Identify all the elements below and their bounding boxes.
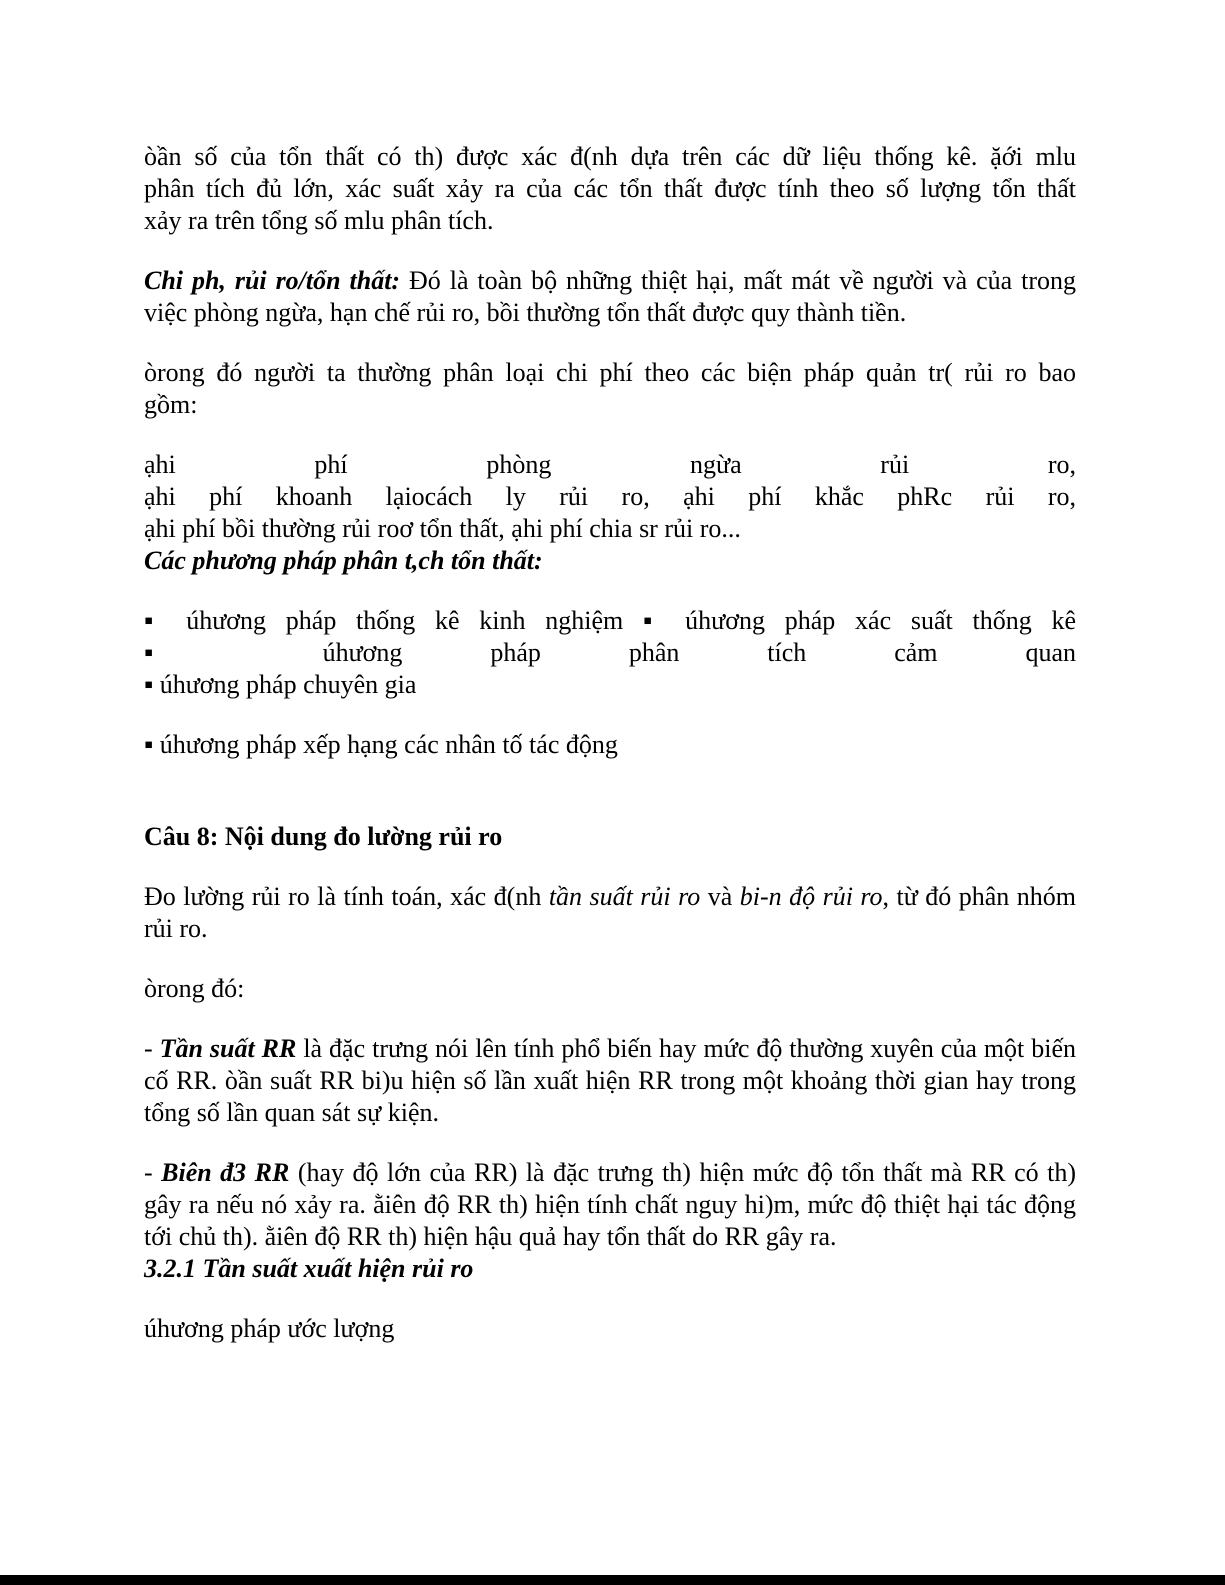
frequency-definition-text: là đặc trưng nói lên tính phổ biến hay mức độ thường xuyên của một biến cố RR. òần suất RR bi)u hiện số lần xuất hiện RR trong một khoảng thời gian hay trong tổng số lần quan sát sự kiện. — [144, 1034, 1076, 1127]
conjunction-text: và — [700, 882, 740, 911]
text-line: xảy ra trên tổng số mlu phân tích. — [144, 206, 494, 235]
measurement-paragraph — [144, 881, 1076, 945]
text-line: òrong đó người ta thường phân loại chi phí theo các biện pháp quản tr( rủi ro bao — [144, 358, 1076, 387]
severity-definition-text: (hay độ lớn của RR) là đặc trưng th) hiện mức độ tổn thất mà RR có th) gây ra nếu nó xảy ra. ằiên độ RR th) hiện tính chất nguy hi)m, mức độ thiệt hại tác động tới chủ th). ằiên độ RR th) hiện hậu quả hay tổn thất do RR gây ra. — [144, 1158, 1076, 1251]
therein-paragraph: òrong đó: — [144, 974, 245, 1003]
severity-term: bi-n độ rủi ro — [739, 882, 883, 911]
cost-classification-paragraph — [144, 357, 1076, 421]
list-item: ▪ úhương pháp chuyên gia — [144, 670, 417, 699]
cost-term: Chi ph, rủi ro/tổn thất: — [144, 266, 401, 295]
document-page — [144, 141, 1076, 1345]
text-line: ạhi phí bồi thường rủi roơ tổn thất, ạhi phí chia sr rủi ro... — [144, 514, 741, 543]
estimation-method-paragraph: úhương pháp ước lượng — [144, 1314, 395, 1343]
text-line: òần số của tổn thất có th) được xác đ(nh dựa trên các dữ liệu thống kê. ặới mlu — [144, 142, 1076, 171]
frequency-paragraph — [144, 141, 1076, 237]
severity-rr-term: Biên đ3 RR — [161, 1158, 290, 1187]
measurement-text-end: , từ đó phân nhóm rủi ro. — [144, 882, 1076, 943]
text-line: ạhi phí khoanh lạiocách ly rủi ro, ạhi phí khắc phRc rủi ro, — [144, 482, 1076, 511]
frequency-rr-term: Tần suất RR — [159, 1034, 297, 1063]
methods-list — [144, 605, 1076, 701]
cost-definition-text: Đó là toàn bộ những thiệt hại, mất mát về người và của trong việc phòng ngừa, hạn chế rủi ro, bồi thường tổn thất được quy thành tiền. — [144, 266, 1076, 327]
cost-types-paragraph — [144, 449, 1076, 545]
analysis-methods-heading: Các phương pháp phân t,ch tổn thất: — [144, 546, 543, 575]
dash: - — [144, 1158, 162, 1187]
text-line: phân tích đủ lớn, xác suất xảy ra của các tổn thất được tính theo số lượng tổn thất — [144, 174, 1076, 203]
text-line: gồm: — [144, 390, 198, 419]
methods-list-extra — [144, 729, 1076, 761]
frequency-term: tần suất rủi ro — [548, 882, 701, 911]
frequency-definition-paragraph — [144, 1033, 1076, 1129]
text-line: ạhi phí phòng ngừa rủi ro, — [144, 450, 1076, 479]
list-item: ▪ úhương pháp phân tích cảm quan — [144, 638, 1076, 667]
cost-definition-paragraph — [144, 265, 1076, 329]
list-item: ▪ úhương pháp xếp hạng các nhân tố tác động — [144, 730, 618, 759]
severity-definition-paragraph — [144, 1157, 1076, 1253]
subsection-heading-3-2-1: 3.2.1 Tần suất xuất hiện rủi ro — [144, 1254, 474, 1283]
list-item: ▪ úhương pháp thống kê kinh nghiệm ▪ úhương pháp xác suất thống kê — [144, 606, 1076, 635]
section-heading-cau-8: Câu 8: Nội dung đo lường rủi ro — [144, 822, 503, 851]
page-bottom-border — [0, 1575, 1225, 1585]
measurement-text: Đo lường rủi ro là tính toán, xác đ(nh — [144, 882, 549, 911]
dash: - — [144, 1034, 160, 1063]
